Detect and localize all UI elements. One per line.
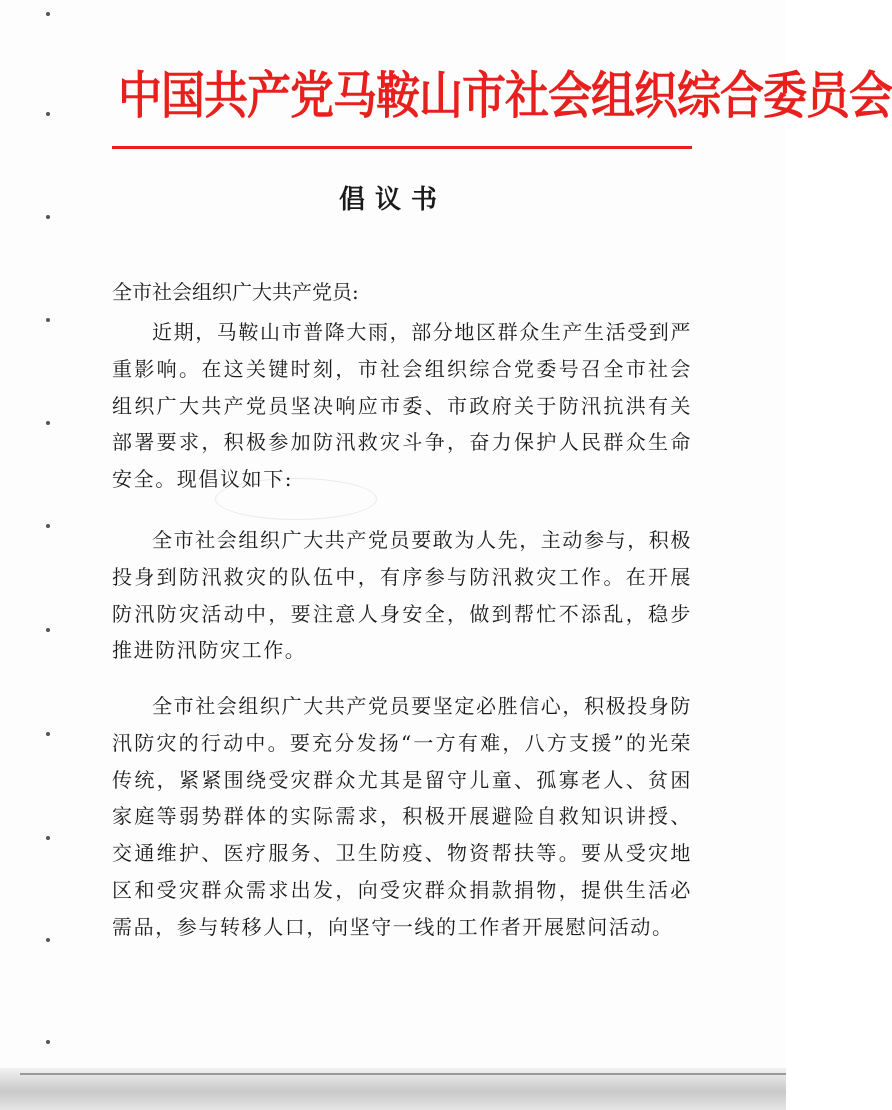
header-red-rule	[112, 146, 692, 149]
salutation: 全市社会组织广大共产党员:	[112, 280, 359, 304]
scan-dot	[46, 524, 50, 528]
scan-dot	[46, 938, 50, 942]
scan-dot	[46, 732, 50, 736]
scan-dot	[46, 12, 50, 16]
scan-dot	[46, 836, 50, 840]
paragraph-intro: 近期，马鞍山市普降大雨，部分地区群众生产生活受到严重影响。在这关键时刻，市社会组织综合党委号召全市社会组织广大共产党员坚决响应市委、市政府关于防汛抗洪有关部署要求，积极参加防汛救灾斗争，奋力保护人民群众生命安全。现倡议如下:	[112, 320, 692, 492]
scan-dot	[46, 112, 50, 116]
page-edge-line	[20, 1073, 786, 1075]
organization-header: 中国共产党马鞍山市社会组织综合委员会	[118, 67, 892, 126]
scan-dot	[46, 1040, 50, 1044]
scan-dot	[46, 318, 50, 322]
paragraph-point-1: 全市社会组织广大共产党员要敢为人先，主动参与，积极投身到防汛救灾的队伍中，有序参与防汛救灾工作。在开展防汛防灾活动中，要注意人身安全，做到帮忙不添乱，稳步推进防汛防灾工作。	[112, 528, 692, 663]
scan-dot	[46, 628, 50, 632]
document-title: 倡议书	[338, 185, 447, 215]
paragraph-point-2: 全市社会组织广大共产党员要坚定必胜信心，积极投身防汛防灾的行动中。要充分发扬“一方有难，八方支援”的光荣传统，紧紧围绕受灾群众尤其是留守儿童、孤寡老人、贫困家庭等弱势群体的实际需求，积极开展避险自救知识讲授、交通维护、医疗服务、卫生防疫、物资帮扶等。要从受灾地区和受灾群众需求出发，向受灾群众捐款捐物，提供生活必需品，参与转移人口，向坚守一线的工作者开展慰问活动。	[112, 694, 692, 939]
scan-dot	[46, 421, 50, 425]
